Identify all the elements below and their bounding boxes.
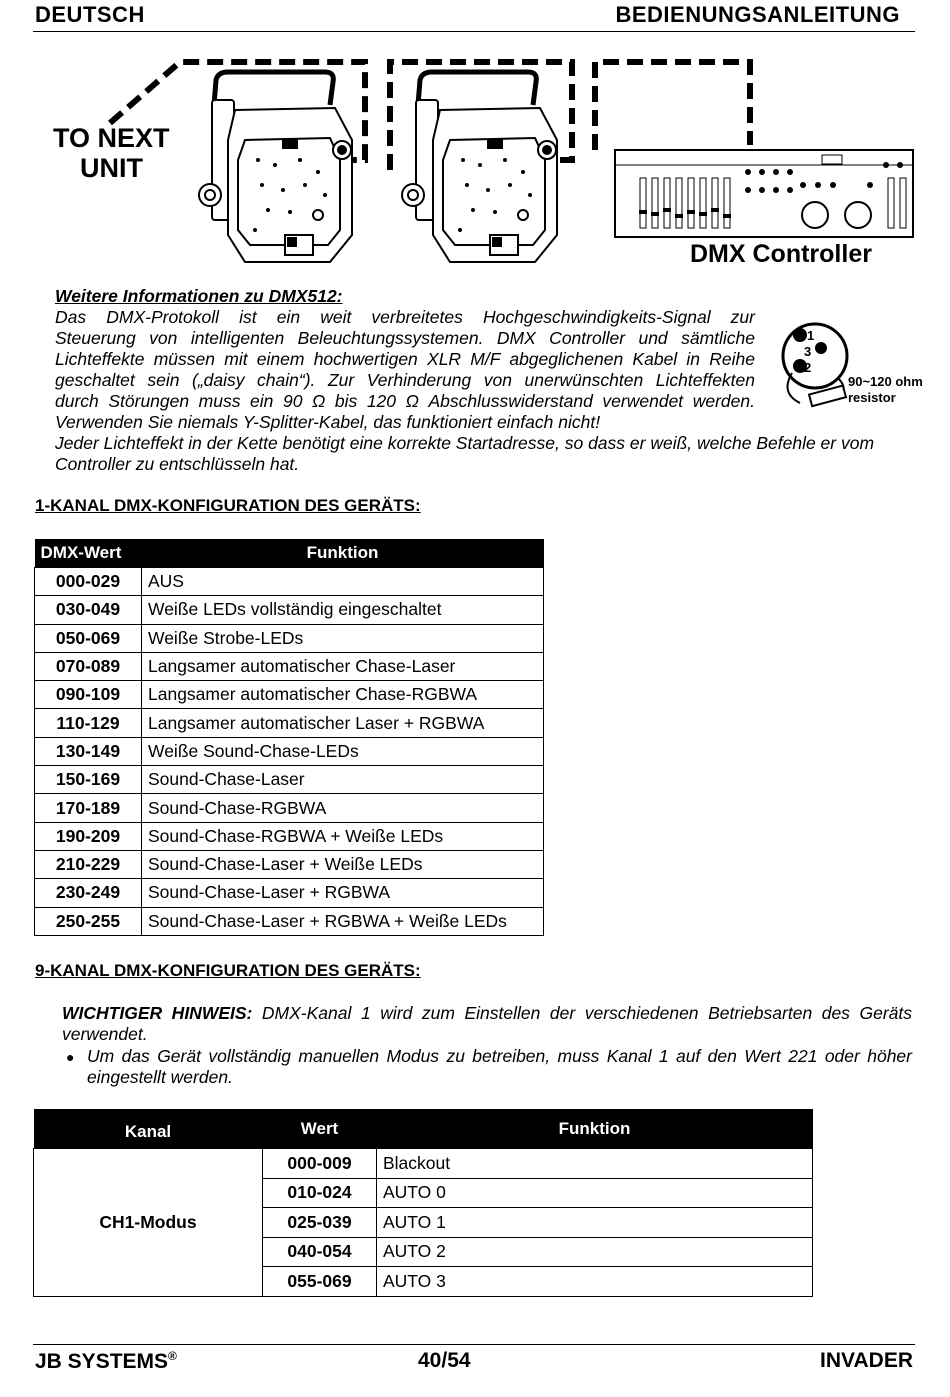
fixture-unit-1 [199,72,352,262]
dmx-value: 110-129 [35,709,142,737]
dmx-value: 230-249 [35,879,142,907]
info-line-8: Controller zu entschlüsseln hat. [55,454,300,474]
function: AUTO 2 [377,1237,813,1267]
header-language: DEUTSCH [35,2,145,27]
info-line-4: geschaltet sein („daisy chain“). Zur Verhinderung von unerwünschten Lichteffekten [55,370,755,390]
table-row [35,794,544,822]
table-row [35,737,544,765]
table-row [35,652,544,680]
footer-brand [35,1349,177,1374]
channel-label: CH1-Modus [34,1149,263,1297]
table-row [35,568,544,596]
dmx-wiring-diagram [0,40,950,280]
table-row [35,766,544,794]
dmx-value: 170-189 [35,794,142,822]
footer-product: INVADER [820,1349,913,1372]
info-line-2: Steuerung von intelligenten Beleuchtungssystemen. DMX Controller und sämtliche [55,328,755,348]
function: Langsamer automatischer Laser + RGBWA [142,709,544,737]
dmx-value: 030-049 [35,596,142,624]
xlr-pin-3: 3 [804,344,812,359]
function: Sound-Chase-RGBWA [142,794,544,822]
table-row [35,907,544,935]
table-row [35,624,544,652]
function: Sound-Chase-Laser + RGBWA [142,879,544,907]
section-1-title: 1-KANAL DMX-KONFIGURATION DES GERÄTS: [35,496,421,515]
function: Sound-Chase-RGBWA + Weiße LEDs [142,822,544,850]
dmx512-info-title: Weitere Informationen zu DMX512: [55,286,343,306]
fixture-unit-2 [402,72,557,262]
table-header-dmx-value: DMX-Wert [35,539,142,568]
dmx-value: 010-024 [263,1178,377,1208]
dmx-value: 055-069 [263,1267,377,1297]
info-line-6: Verwenden Sie niemals Y-Splitter-Kabel, das funktioniert einfach nicht! [55,412,601,432]
table-row [35,709,544,737]
table-row [34,1149,813,1179]
function: Weiße Strobe-LEDs [142,624,544,652]
dmx-value: 000-009 [263,1149,377,1179]
function: Sound-Chase-Laser + Weiße LEDs [142,850,544,878]
function: Langsamer automatischer Chase-RGBWA [142,681,544,709]
function: Langsamer automatischer Chase-Laser [142,652,544,680]
dmx-value: 090-109 [35,681,142,709]
one-channel-table [34,539,544,936]
table-row [35,822,544,850]
info-line-7: Jeder Lichteffekt in der Kette benötigt eine korrekte Startadresse, so dass er weiß, welche Befehle er vom [55,433,875,453]
dmx-value: 130-149 [35,737,142,765]
important-note-label: WICHTIGER HINWEIS: [62,1003,253,1023]
manual-mode-bullet: Um das Gerät vollständig manuellen Modus zu betreiben, muss Kanal 1 auf den Wert 221 oder höher eingestellt werden. [87,1046,912,1087]
dmx-value: 025-039 [263,1208,377,1238]
dmx-value: 040-054 [263,1237,377,1267]
header-title: BEDIENUNGSANLEITUNG [615,2,900,27]
xlr-resistor-diagram [770,318,940,418]
function: Blackout [377,1149,813,1179]
important-note [62,1003,912,1045]
dmx-value: 150-169 [35,766,142,794]
footer-rule [33,1344,915,1345]
table-row [35,596,544,624]
dmx-controller-device [615,150,913,237]
dmx-value: 190-209 [35,822,142,850]
dmx-controller-label: DMX Controller [690,240,872,268]
page-number: 40/54 [418,1349,471,1372]
dmx-value: 050-069 [35,624,142,652]
xlr-pin-1: 1 [807,328,815,343]
nine-channel-table [33,1109,813,1297]
function: AUTO 0 [377,1178,813,1208]
table-row [35,879,544,907]
section-2-title: 9-KANAL DMX-KONFIGURATION DES GERÄTS: [35,961,421,980]
dmx-value: 070-089 [35,652,142,680]
resistor-value-label: 90~120 ohm [848,374,923,389]
table-header-function: Funktion [142,539,544,568]
important-note-text: DMX-Kanal 1 wird zum Einstellen der verschiedenen Betriebsarten des Geräts verwendet. [62,1003,912,1044]
dmx-value: 210-229 [35,850,142,878]
table-header-value: Wert [263,1109,377,1149]
table-header-function: Funktion [377,1109,813,1149]
info-line-5: durch Störungen muss ein 90 Ω bis 120 Ω Abschlusswiderstand verwendet werden. [55,391,755,411]
to-next-unit-label-2: UNIT [80,153,143,183]
table-header-channel: Kanal [34,1109,263,1149]
header-rule [33,31,915,32]
function: AUTO 1 [377,1208,813,1238]
table-row [35,681,544,709]
function: Sound-Chase-Laser [142,766,544,794]
function: Weiße LEDs vollständig eingeschaltet [142,596,544,624]
dmx-value: 250-255 [35,907,142,935]
brand-name: JB SYSTEMS [35,1350,169,1373]
resistor-label: resistor [848,390,896,405]
xlr-pin-2: 2 [804,360,812,375]
dmx-value: 000-029 [35,568,142,596]
table-row [35,850,544,878]
registered-mark: ® [168,1349,177,1363]
to-next-unit-label-1: TO NEXT [53,123,170,153]
info-line-3: Lichteffekte müssen mit einem hochwertigen XLR M/F abgeglichenen Kabel in Reihe [55,349,755,369]
function: Weiße Sound-Chase-LEDs [142,737,544,765]
function: AUTO 3 [377,1267,813,1297]
function: AUS [142,568,544,596]
function: Sound-Chase-Laser + RGBWA + Weiße LEDs [142,907,544,935]
info-line-1: Das DMX-Protokoll ist ein weit verbreitetes Hochgeschwindigkeits-Signal zur [55,307,755,327]
bullet-icon: ● [66,1049,75,1065]
